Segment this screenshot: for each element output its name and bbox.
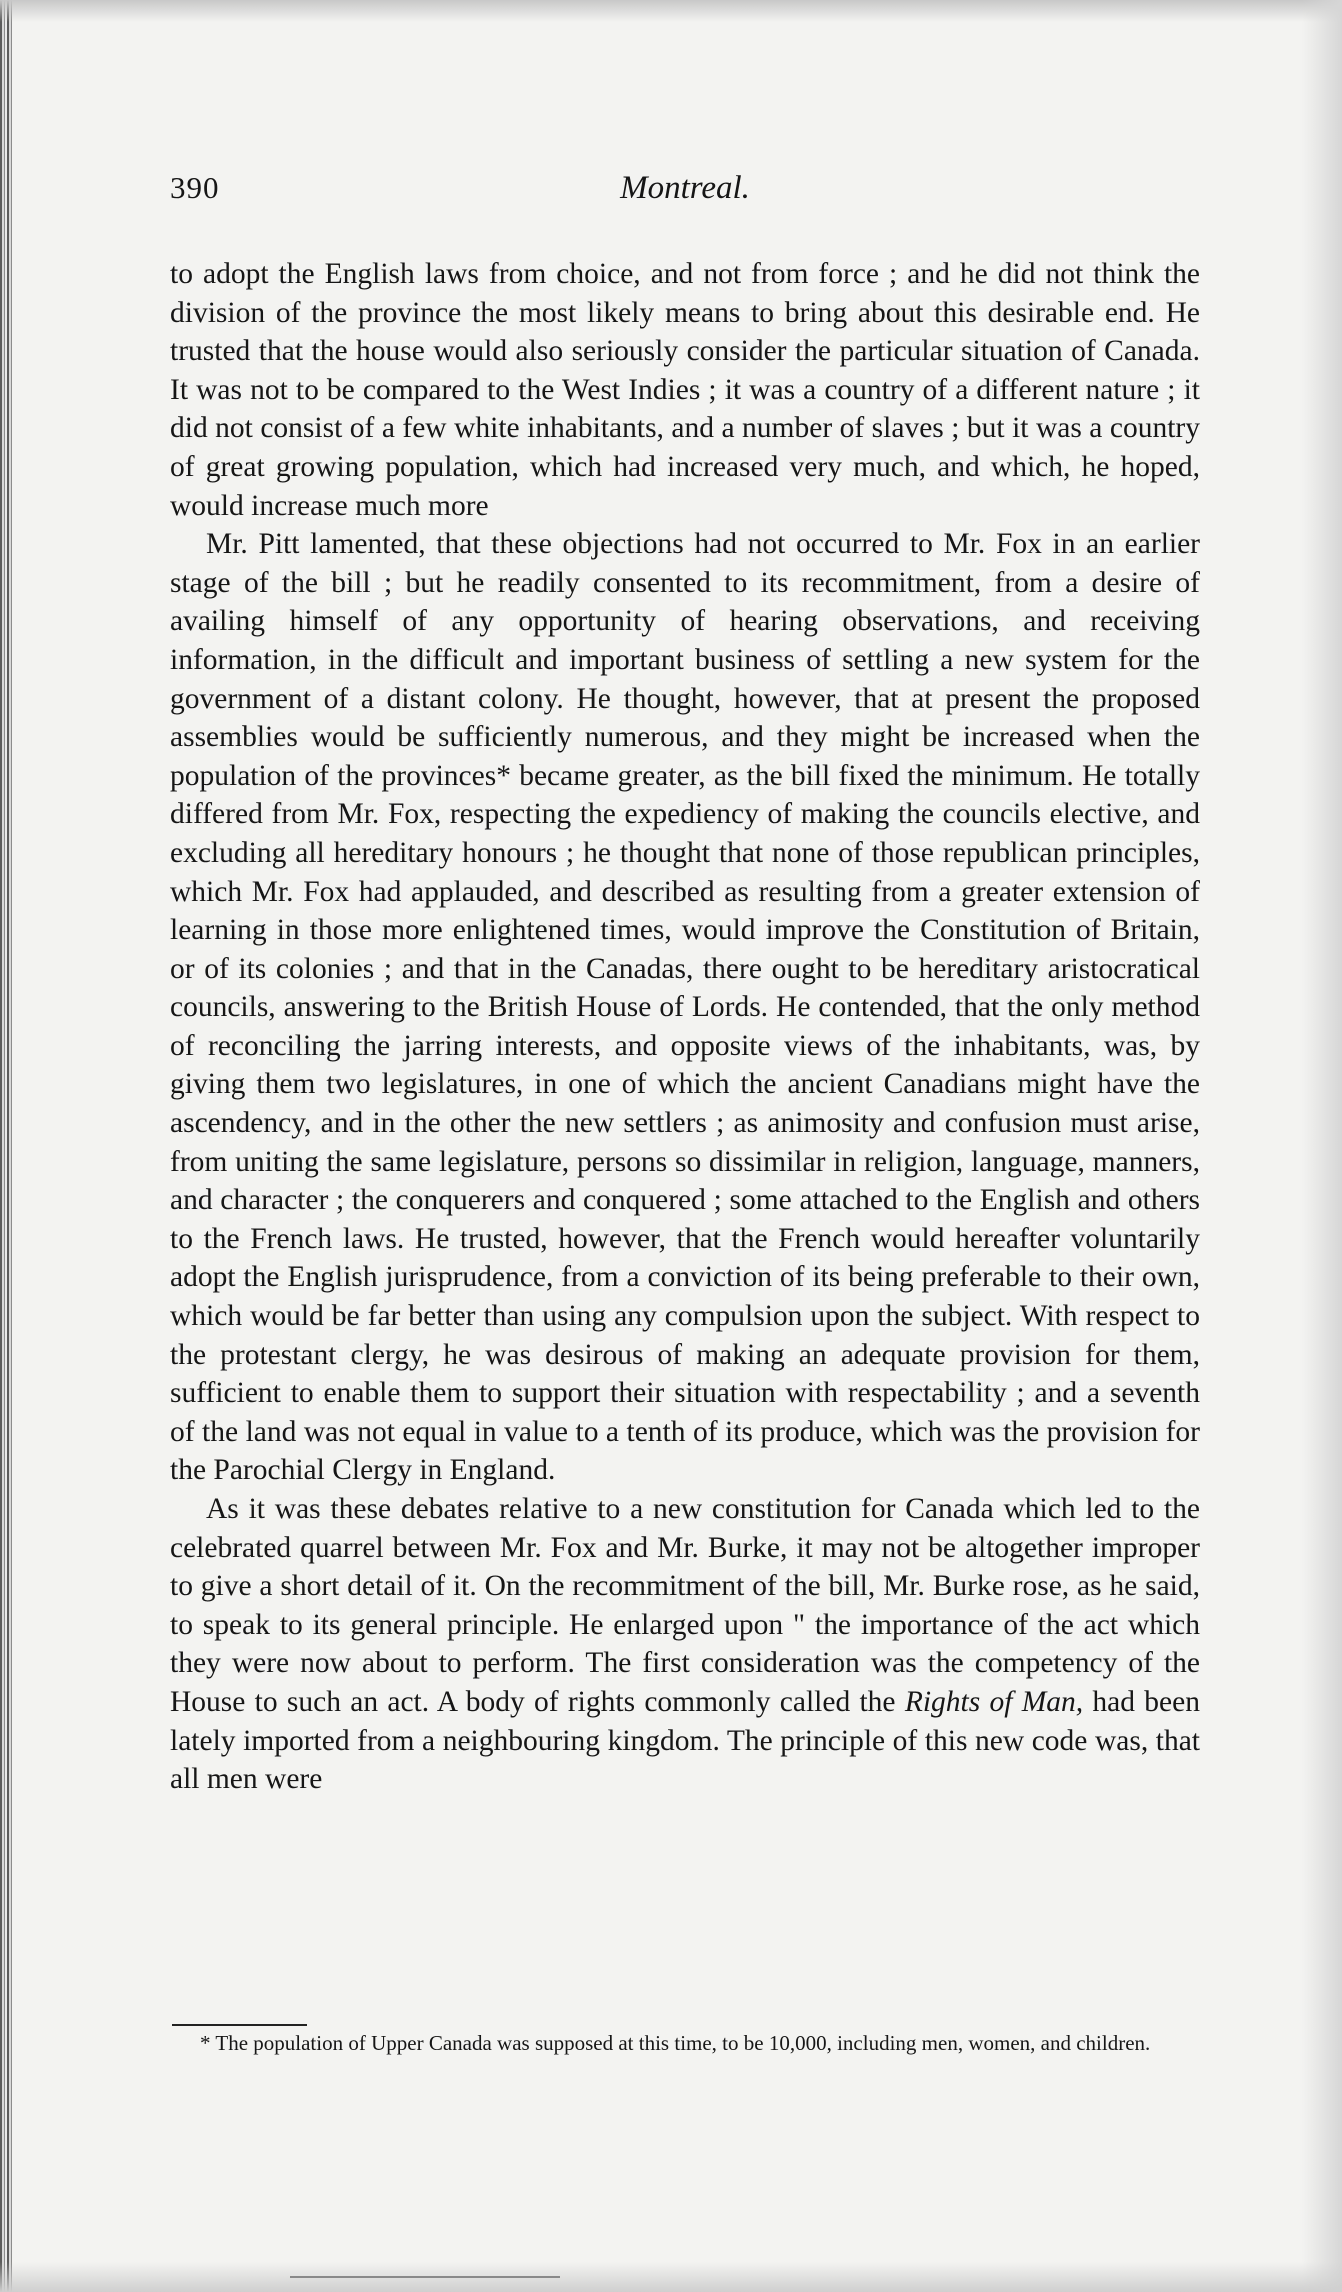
page-top-shadow bbox=[0, 0, 1342, 22]
page-binding-edge bbox=[0, 0, 12, 2292]
rights-of-man-italic: Rights of Man, bbox=[904, 1685, 1084, 1718]
running-head: Montreal. bbox=[620, 170, 750, 206]
bottom-rule bbox=[290, 2276, 560, 2278]
paragraph-pitt: Mr. Pitt lamented, that these objections had not occurred to Mr. Fox in an earlier stage of the bill ; but he readily consented to its recommitment, from a desire of availing himself of any opportunity of hearing observations, and receiving information, in the difficult and important business of settling a new system for the government of a distant colony. He thought, however, that at present the proposed assemblies would be sufficiently numerous, and they might be increased when the population of the provinces* became greater, as the bill fixed the minimum. He totally differed from Mr. Fox, respecting the expediency of making the councils elective, and excluding all hereditary honours ; he thought that none of those republican principles, which Mr. Fox had applauded, and described as resulting from a greater extension of learning in those more enlightened times, would improve the Constitution of Britain, or of its colonies ; and that in the Canadas, there ought to be hereditary aristocratical councils, answering to the British House of Lords. He contended, that the only method of reconciling the jarring interests, and opposite views of the inhabitants, was, by giving them two legislatures, in one of which the ancient Canadians might have the ascendency, and in the other the new settlers ; as animosity and confusion must arise, from uniting the same legislature, persons so dissimilar in religion, language, manners, and character ; the conquerers and conquered ; some attached to the English and others to the French laws. He trusted, however, that the French would hereafter voluntarily adopt the English jurisprudence, from a conviction of its being preferable to their own, which would be far better than using any compulsion upon the subject. With respect to the protestant clergy, he was desirous of making an adequate provision for them, sufficient to enable them to support their situation with respectability ; and a seventh of the land was not equal in value to a tenth of its produce, which was the provision for the Parochial Clergy in England. bbox=[170, 528, 1200, 1487]
paragraph-debates-text: As it was these debates relative to a new constitution for Canada which led to the celebrated quarrel between Mr. Fox and Mr. Burke, it may not be altogether improper to give a short detail of it. On the recommitment of the bill, Mr. Burke rose, as he said, to speak to its general principle. He enlarged upon " the importance of the act which they were now about to perform. The first consideration was the competency of the House to such an act. A body of rights commonly called the bbox=[170, 1493, 1200, 1718]
footnote: * The population of Upper Canada was supposed at this time, to be 10,000, including men, women, and children. bbox=[200, 2031, 1151, 2055]
paragraph-debates-text-end: had been lately imported from a neighbouring kingdom. The principle of this new code was, that all men were bbox=[170, 1685, 1200, 1796]
paragraph-continued: to adopt the English laws from choice, and not from force ; and he did not think the division of the province the most likely means to bring about this desirable end. He trusted that the house would also seriously consider the particular situation of Canada. It was not to be compared to the West Indies ; it was a country of a different nature ; it did not consist of a few white inhabitants, and a number of slaves ; but it was a country of great growing population, which had increased very much, and which, he hoped, would increase much more bbox=[170, 258, 1200, 522]
body-text bbox=[170, 255, 1200, 1799]
page-number: 390 bbox=[170, 170, 220, 205]
paragraph-debates bbox=[170, 1490, 1200, 1799]
page-header bbox=[170, 170, 1200, 218]
page-bottom-shadow bbox=[0, 2262, 1342, 2292]
footnote-rule bbox=[172, 2024, 307, 2026]
page-right-shadow bbox=[1302, 0, 1342, 2292]
